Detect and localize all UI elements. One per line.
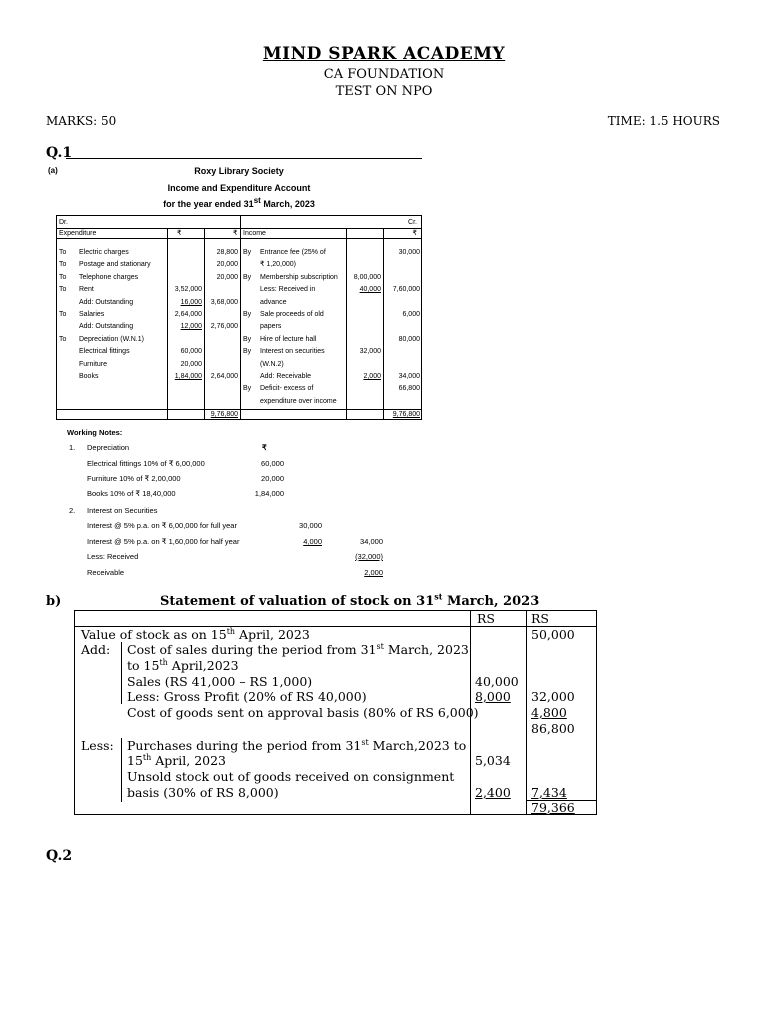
stock-valuation-table <box>74 610 597 815</box>
income-amount-b: 6,000 <box>402 311 420 318</box>
add-bracket <box>121 642 122 704</box>
income-by: By <box>243 273 252 281</box>
column-header-rs: RS <box>477 611 495 626</box>
gross-profit-line: Less: Gross Profit (20% of RS 40,000) <box>127 689 367 704</box>
expenditure-item: Depreciation (W.N.1) <box>79 335 144 343</box>
period-text-pre: for the year ended 31 <box>163 199 254 209</box>
add-line-2 <box>127 658 239 674</box>
unsold-line-2: basis (30% of RS 8,000) <box>127 785 279 800</box>
column-divider <box>383 228 384 419</box>
income-amount-b: 30,000 <box>398 249 420 256</box>
income-by: By <box>243 249 252 256</box>
interest-line: Interest @ 5% p.a. on ₹ 1,60,000 for half year <box>87 536 240 546</box>
working-notes-title: Working Notes: <box>67 428 123 437</box>
income-amount-a: 2,000 <box>363 373 381 380</box>
income-item: Add: Receivable <box>260 373 311 380</box>
income-item: Deficit- excess of <box>260 385 314 393</box>
purchases-line-1-sup: st <box>361 737 369 747</box>
income-by: By <box>243 311 252 318</box>
column-divider <box>167 228 168 419</box>
part-a-label: (a) <box>48 166 58 175</box>
expenditure-amount-a: 60,000 <box>180 348 202 356</box>
expenditure-item: Add: Outstanding <box>79 323 134 331</box>
dr-label: Dr. <box>59 219 68 226</box>
expenditure-to: To <box>59 261 67 269</box>
statement-title-tail: March, 2023 <box>442 594 540 609</box>
period-text-post: March, 2023 <box>260 199 315 209</box>
less-total-amount: 7,434 <box>531 785 567 800</box>
note-2-title: Interest on Securities <box>87 506 158 515</box>
expenditure-item: Electric charges <box>79 249 129 256</box>
gross-profit-amount: 8,000 <box>475 689 511 704</box>
income-item: papers <box>260 323 282 331</box>
expenditure-item: Telephone charges <box>79 273 139 281</box>
purchases-line-2 <box>127 753 226 769</box>
interest-line: Less: Received <box>87 552 139 561</box>
add-line-1-post: March, 2023 <box>383 642 469 657</box>
purchases-line-2-post: April, 2023 <box>151 753 227 768</box>
total-income: 9,76,800 <box>392 411 420 418</box>
expenditure-amount-a: 12,000 <box>180 323 202 331</box>
add-label: Add: <box>81 642 111 657</box>
add-line-2-sup: th <box>159 657 168 667</box>
interest-amount-a: 30,000 <box>299 521 322 530</box>
expenditure-to: To <box>59 335 67 343</box>
depreciation-line: Books 10% of ₹ 18,40,000 <box>87 489 176 498</box>
column-divider <box>526 611 527 814</box>
income-expenditure-table <box>56 215 422 420</box>
purchases-line-2-sup: th <box>142 752 152 762</box>
column-header-rs: RS <box>531 611 549 626</box>
expenditure-item: Salaries <box>79 311 105 318</box>
test-title: TEST ON NPO <box>335 84 433 99</box>
less-bracket <box>121 738 122 802</box>
time-label: TIME: 1.5 HOURS <box>607 114 720 128</box>
note-1-rupee: ₹ <box>262 443 267 452</box>
add-line-2-post: April,2023 <box>167 658 239 673</box>
expenditure-amount-b: 28,800 <box>216 249 238 256</box>
note-1-number: 1. <box>69 443 76 452</box>
expenditure-item: Add: Outstanding <box>79 298 134 306</box>
interest-line: Interest @ 5% p.a. on ₹ 6,00,000 for full year <box>87 521 237 530</box>
period-sup: st <box>253 196 261 205</box>
income-item: advance <box>260 298 287 306</box>
expenditure-item: Furniture <box>79 360 108 368</box>
stock-value-line <box>81 627 310 643</box>
part-b-label: b) <box>46 594 62 609</box>
income-item: expenditure over income <box>260 397 337 405</box>
income-amount-b: 34,000 <box>398 373 420 380</box>
expenditure-item: Postage and stationary <box>79 261 151 269</box>
sales-line: Sales (RS 41,000 – RS 1,000) <box>127 674 313 689</box>
stock-value-pre: Value of stock as on 15 <box>81 627 227 642</box>
expenditure-to: To <box>59 311 67 318</box>
expenditure-item: Books <box>79 373 99 380</box>
expenditure-amount-b: 2,76,000 <box>210 323 238 331</box>
column-divider <box>240 216 241 419</box>
expenditure-header: Expenditure <box>59 230 97 237</box>
income-item: Entrance fee (25% of <box>260 249 326 256</box>
income-amount-a: 8,00,000 <box>353 273 381 281</box>
income-item: ₹ 1,20,000) <box>260 261 296 269</box>
expenditure-amount-a: 3,52,000 <box>174 286 202 294</box>
society-name: Roxy Library Society <box>194 166 284 176</box>
marks-label: MARKS: 50 <box>46 114 117 128</box>
income-item: Less: Received in <box>260 286 316 294</box>
income-item: Membership subscription <box>260 273 338 281</box>
purchases-line-2-pre: 15 <box>127 753 143 768</box>
statement-title-sup: st <box>434 591 443 602</box>
column-divider <box>204 228 205 419</box>
total-expenditure: 9,76,800 <box>210 411 238 418</box>
expenditure-amount-a: 1,84,000 <box>174 373 202 380</box>
depreciation-amount: 1,84,000 <box>254 489 284 498</box>
income-item: Sale proceeds of old <box>260 311 324 318</box>
account-title: Income and Expenditure Account <box>167 183 311 193</box>
interest-amount-b: (32,000) <box>355 552 383 561</box>
depreciation-line: Electrical fittings 10% of ₹ 6,00,000 <box>87 459 205 468</box>
question-1-label: Q.1 <box>46 145 73 161</box>
income-by: By <box>243 385 252 393</box>
rupee-header: ₹ <box>233 230 238 237</box>
income-item: (W.N.2) <box>260 360 284 368</box>
approval-amount: 4,800 <box>531 705 567 720</box>
question-1-answer-line <box>66 158 422 159</box>
income-item: Hire of lecture hall <box>260 335 317 343</box>
interest-amount-a: 4,000 <box>303 536 322 546</box>
stock-value-sup: th <box>226 626 236 636</box>
income-amount-a: 40,000 <box>359 286 381 294</box>
purchases-line-1-post: March,2023 to <box>368 738 467 753</box>
interest-line: Receivable <box>87 567 125 577</box>
expenditure-amount-b: 2,64,000 <box>210 373 238 380</box>
academy-title: MIND SPARK ACADEMY <box>262 44 506 64</box>
expenditure-amount-a: 20,000 <box>180 360 202 368</box>
expenditure-to: To <box>59 273 67 281</box>
unsold-line-1: Unsold stock out of goods received on consignment <box>127 769 455 784</box>
note-2-number: 2. <box>69 506 76 515</box>
expenditure-amount-a: 2,64,000 <box>174 311 202 318</box>
income-amount-b: 7,60,000 <box>392 286 420 294</box>
row-divider <box>57 228 421 229</box>
income-amount-b: 66,800 <box>398 385 420 393</box>
income-header: Income <box>243 230 266 237</box>
rupee-header: ₹ <box>177 230 182 237</box>
purchases-line-1-pre: Purchases during the period from 31 <box>127 738 362 753</box>
rupee-header: ₹ <box>412 230 417 237</box>
income-by: By <box>243 335 252 343</box>
approval-line: Cost of goods sent on approval basis (80% of RS 6,000) <box>127 705 479 720</box>
expenditure-amount-a: 16,000 <box>180 298 202 306</box>
statement-title <box>160 591 540 609</box>
expenditure-amount-b: 3,68,000 <box>210 298 238 306</box>
depreciation-amount: 20,000 <box>261 474 284 483</box>
interest-amount-b: 2,000 <box>364 567 383 577</box>
expenditure-amount-b: 20,000 <box>216 261 238 269</box>
cr-label: Cr. <box>408 219 417 226</box>
row-divider <box>57 409 421 410</box>
course-title: CA FOUNDATION <box>323 67 445 82</box>
add-line-1-sup: st <box>376 641 384 651</box>
unsold-amount: 2,400 <box>475 785 511 800</box>
question-2-label: Q.2 <box>46 848 73 864</box>
stock-value-amount: 50,000 <box>531 627 575 642</box>
expenditure-to: To <box>59 286 67 294</box>
add-line-1 <box>127 642 469 658</box>
income-by: By <box>243 348 252 356</box>
period-title <box>56 196 422 209</box>
purchases-line-1 <box>127 738 466 754</box>
row-divider <box>57 238 421 239</box>
final-stock-amount: 79,366 <box>531 800 575 815</box>
subtotal-amount: 86,800 <box>531 721 575 736</box>
expenditure-item: Electrical fittings <box>79 348 130 356</box>
add-line-2-pre: to 15 <box>127 658 160 673</box>
stock-value-post: April, 2023 <box>235 627 310 642</box>
note-1-title: Depreciation <box>87 443 130 452</box>
income-amount-a: 32,000 <box>359 348 381 356</box>
expenditure-item: Rent <box>79 286 94 294</box>
less-label: Less: <box>81 738 114 753</box>
expenditure-to: To <box>59 249 67 256</box>
depreciation-line: Furniture 10% of ₹ 2,00,000 <box>87 474 181 483</box>
depreciation-amount: 60,000 <box>261 459 284 468</box>
expenditure-amount-b: 20,000 <box>216 273 238 281</box>
purchases-amount: 5,034 <box>475 753 511 768</box>
income-amount-b: 80,000 <box>398 335 420 343</box>
sales-amount: 40,000 <box>475 674 519 689</box>
statement-title-text: Statement of valuation of stock on 31 <box>160 594 435 609</box>
cost-of-sales-amount: 32,000 <box>531 689 575 704</box>
interest-amount-b: 34,000 <box>360 536 383 546</box>
income-item: Interest on securities <box>260 348 325 356</box>
add-line-1-pre: Cost of sales during the period from 31 <box>127 642 377 657</box>
column-divider <box>346 228 347 419</box>
